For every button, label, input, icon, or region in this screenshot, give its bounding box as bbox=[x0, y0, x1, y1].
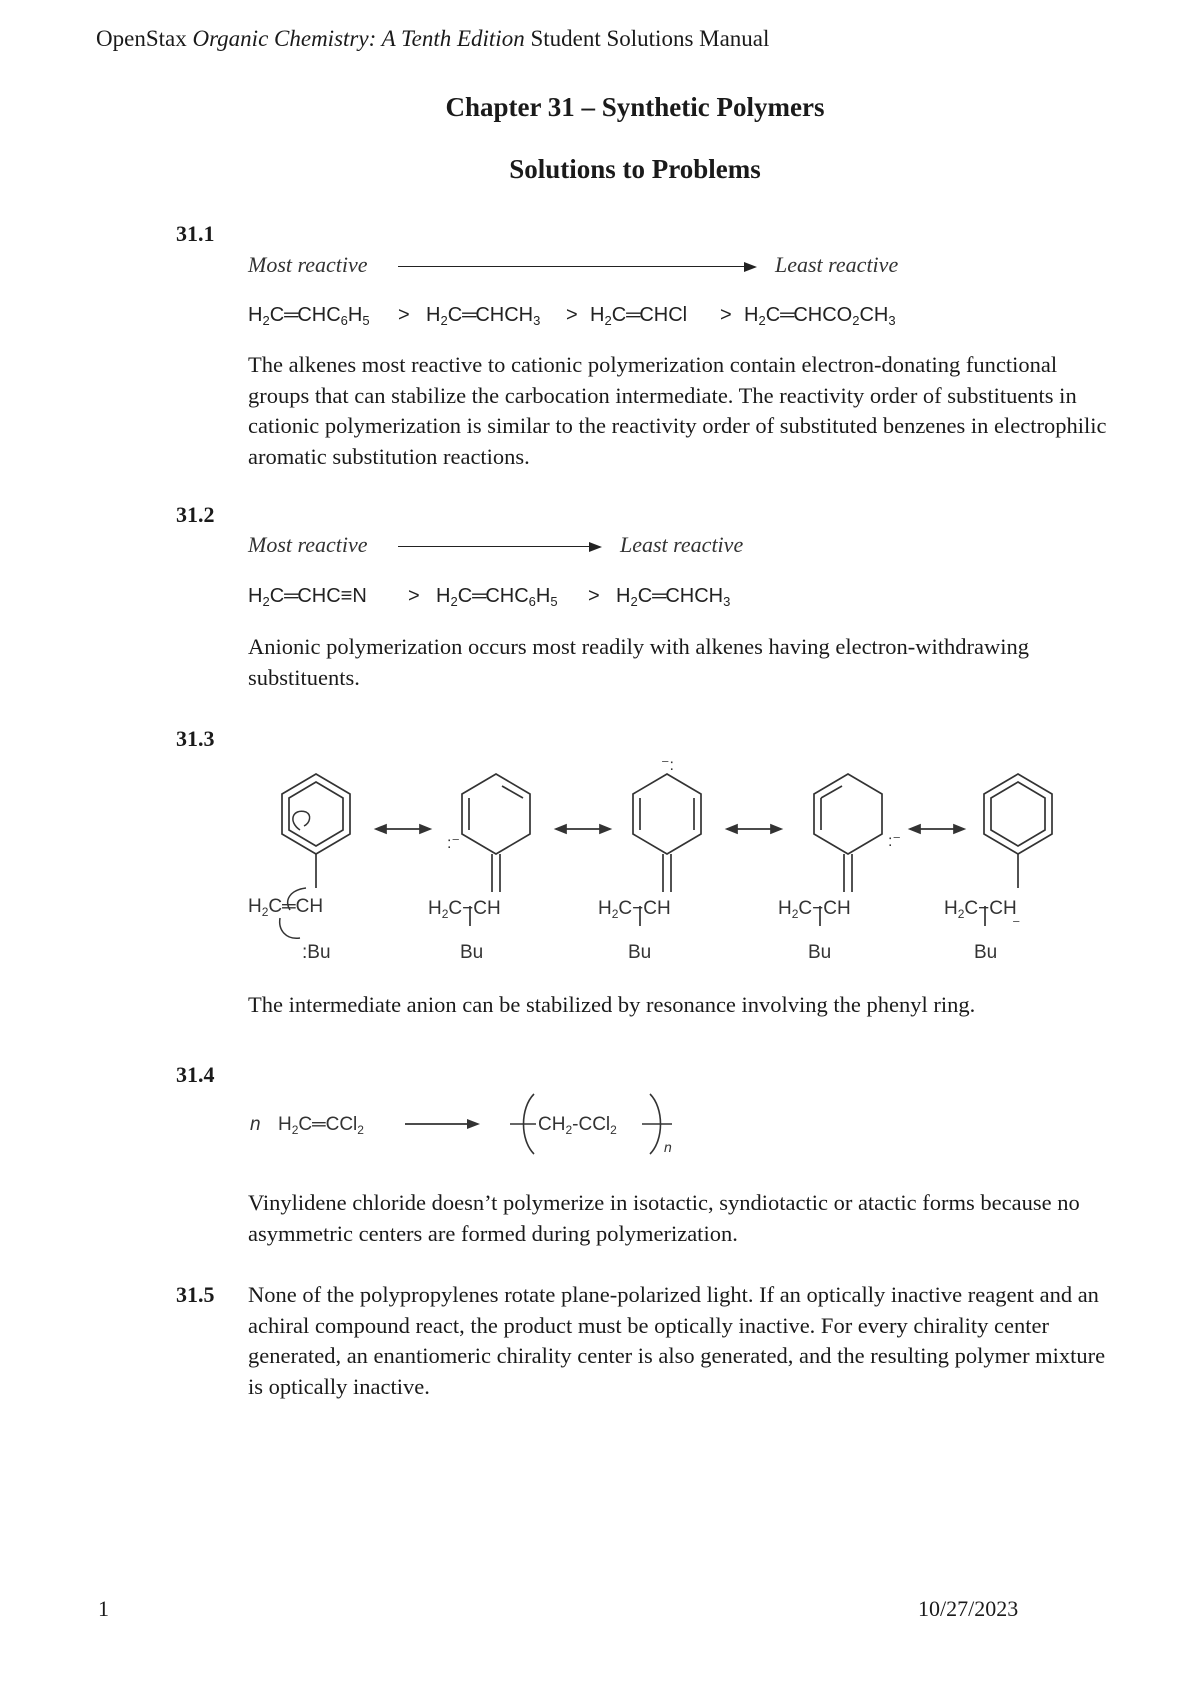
explanation-31-2: Anionic polymerization occurs most readily with alkenes having electron-withdrawing substituents. bbox=[248, 634, 1030, 690]
problem-number-31-3: 31.3 bbox=[176, 726, 215, 751]
problem-number-31-4: 31.4 bbox=[176, 1062, 215, 1087]
greater-than-sign: > bbox=[588, 585, 600, 607]
svg-text:n: n bbox=[664, 1139, 672, 1155]
resonance-label: Bu bbox=[808, 942, 832, 963]
lone-pair-label: :⁻ bbox=[447, 835, 460, 852]
svg-text:n: n bbox=[250, 1114, 261, 1135]
resonance-arrows bbox=[376, 825, 964, 833]
explanation-31-3: The intermediate anion can be stabilized by resonance involving the phenyl ring. bbox=[248, 992, 976, 1017]
resonance-label: Bu bbox=[628, 942, 652, 963]
svg-text:H2C═CCl2: $H_2C═CCl_2$ bbox=[278, 1114, 364, 1137]
section-title: Solutions to Problems bbox=[509, 154, 761, 184]
most-reactive-label: Most reactive bbox=[248, 532, 368, 557]
header-suffix: Student Solutions Manual bbox=[530, 26, 770, 51]
chapter-title: Chapter 31 – Synthetic Polymers bbox=[445, 92, 825, 122]
formula-styrene: $H_2C═CHC_6H_5$ bbox=[436, 585, 558, 609]
least-reactive-label: Least reactive bbox=[775, 252, 899, 277]
resonance-label: :Bu bbox=[302, 942, 331, 963]
most-reactive-label: Most reactive bbox=[248, 252, 368, 277]
resonance-label: $H_2C-CH$ bbox=[944, 898, 1017, 921]
explanation-31-5: None of the polypropylenes rotate plane-polarized light. If an optically inactive reagent and an achiral compound react, the product must be optically inactive. For every chirality center generated, an enantiomeric chirality center is also generated, and the resulting polymer mixture is optically inactive. bbox=[248, 1282, 1106, 1399]
lone-pair-label: ⁻: bbox=[661, 757, 674, 774]
page-number: 1 bbox=[98, 1596, 109, 1621]
formula-propene: $H_2C═CHCH_3$ bbox=[616, 585, 731, 609]
greater-than-sign: > bbox=[720, 304, 732, 326]
footer-date: 10/27/2023 bbox=[918, 1596, 1019, 1621]
resonance-label: $H_2C-CH$ bbox=[598, 898, 671, 921]
formula-vinyl-chloride: $H_2C═CHCl$ bbox=[590, 304, 688, 328]
resonance-label: $H_2C═CH$ bbox=[248, 896, 324, 919]
header-book-title: Organic Chemistry: A Tenth Edition bbox=[192, 26, 525, 51]
polymerization-equation bbox=[250, 1094, 672, 1155]
problem-number-31-2: 31.2 bbox=[176, 502, 215, 527]
header-prefix: OpenStax bbox=[96, 26, 187, 51]
resonance-label: Bu bbox=[974, 942, 998, 963]
problem-number-31-5: 31.5 bbox=[176, 1282, 215, 1307]
least-reactive-label: Least reactive bbox=[620, 532, 744, 557]
resonance-label: $H_2C-CH$ bbox=[428, 898, 501, 921]
formula-methyl-acrylate: $H_2C═CHCO_2CH_3$ bbox=[744, 304, 896, 328]
resonance-label: Bu bbox=[460, 942, 484, 963]
greater-than-sign: > bbox=[408, 585, 420, 607]
formula-styrene: $H_2C═CHC_6H_5$ bbox=[248, 304, 370, 328]
svg-text:CH2-CCl2: $CH_2-CCl_2$ bbox=[538, 1114, 617, 1137]
formula-acrylonitrile: $H_2C═CHC\equiv N$ bbox=[248, 585, 367, 609]
explanation-31-1: The alkenes most reactive to cationic polymerization contain electron-donating functional groups that can stabilize the carbocation intermediate. The reactivity order of substituents in cationic polymerization is similar to the reactivity order of substituted benzenes in electrophilic aromatic substitution reactions. bbox=[248, 352, 1107, 469]
lone-pair-label: :⁻ bbox=[888, 833, 901, 850]
greater-than-sign: > bbox=[398, 304, 410, 326]
explanation-31-4: Vinylidene chloride doesn’t polymerize in isotactic, syndiotactic or atactic forms because no asymmetric centers are formed during polymerization. bbox=[248, 1190, 1080, 1246]
lone-pair-label: ⁻ bbox=[1012, 917, 1021, 934]
resonance-label: $H_2C-CH$ bbox=[778, 898, 851, 921]
problem-number-31-1: 31.1 bbox=[176, 221, 215, 246]
greater-than-sign: > bbox=[566, 304, 578, 326]
formula-propene: $H_2C═CHCH_3$ bbox=[426, 304, 541, 328]
